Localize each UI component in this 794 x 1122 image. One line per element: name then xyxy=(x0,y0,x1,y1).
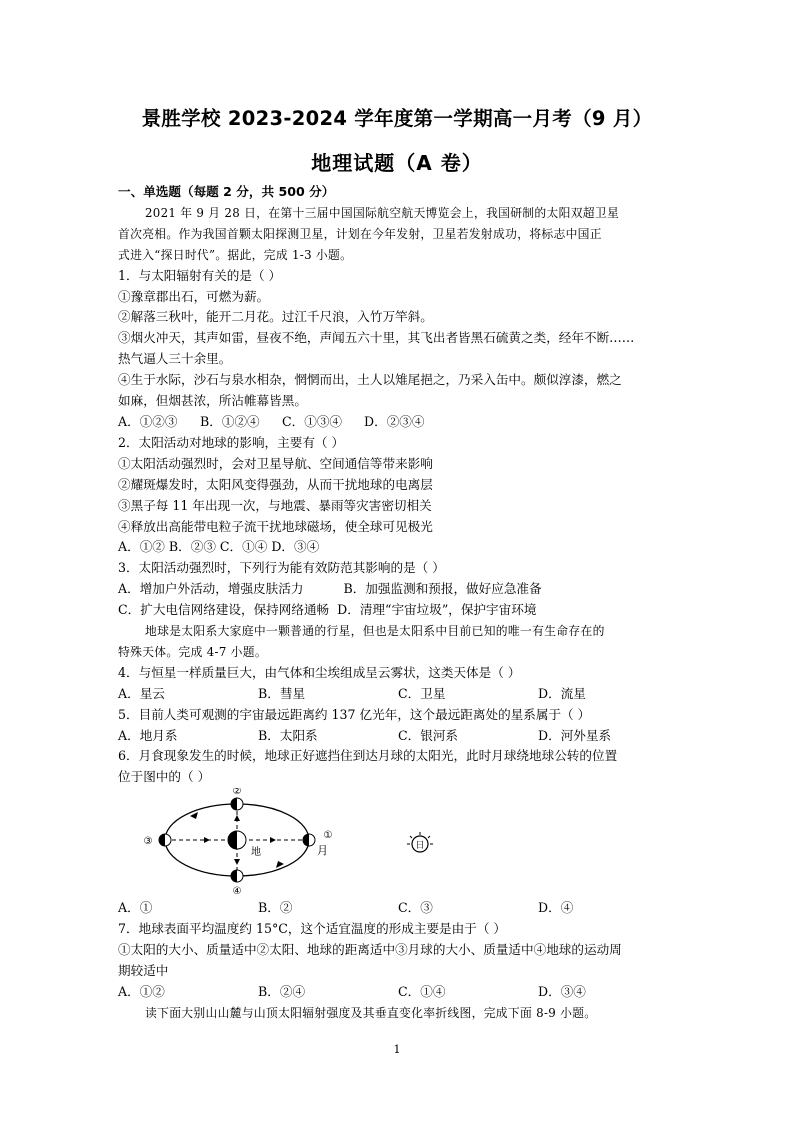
q6-option-b: B．② xyxy=(258,900,293,916)
earth-night-side xyxy=(228,831,237,849)
q7-option-b: B．②④ xyxy=(258,983,306,999)
q6-option-a: A．① xyxy=(118,900,153,916)
q4-option-a: A．星云 xyxy=(118,685,165,701)
page-number: 1 xyxy=(393,1043,401,1056)
q5-option-b: B．太阳系 xyxy=(258,727,318,743)
moon-position-3 xyxy=(159,834,171,846)
q7-option-a: A．①② xyxy=(118,983,165,999)
q1-stem: 1．与太阳辐射有关的是（ ） xyxy=(118,267,282,283)
q5-option-c: C．银河系 xyxy=(398,727,459,743)
q4-option-d: D．流星 xyxy=(538,685,586,701)
sun-label: 日 xyxy=(415,841,425,852)
moon-position-1 xyxy=(303,834,315,846)
pos4-label: ④ xyxy=(232,886,242,898)
q1-line: 热气逼人三十余里。 xyxy=(118,351,232,367)
exam-subtitle: 地理试题（A 卷） xyxy=(311,151,483,175)
q7-options xyxy=(118,982,678,1003)
intro-line: 地球是太阳系大家庭中一颗普通的行星，但也是太阳系中目前已知的唯一有生命存在的 xyxy=(145,624,605,639)
q1-line: ②解落三秋叶，能开二月花。过江千尺浪，入竹万竿斜。 xyxy=(118,309,433,325)
moon-position-2 xyxy=(231,798,243,810)
q1-option-a: A．①②③ xyxy=(118,413,178,429)
arrow-icon xyxy=(234,815,240,821)
q1-option-c: C．①③④ xyxy=(282,413,343,429)
q7-option-d: D．③④ xyxy=(538,983,586,999)
q1-line: ④生于水际，沙石与泉水相杂，惘惘而出，土人以雉尾挹之，乃采入缶中。颇似淳漆，燃之 xyxy=(118,372,622,388)
q6-option-d: D．④ xyxy=(538,900,574,916)
intro-line: 2021 年 9 月 28 日，在第十三届中国国际航空航天博览会上，我国研制的太阳双超卫星 xyxy=(145,205,620,220)
q4-option-c: C．卫星 xyxy=(398,685,446,701)
orbit-svg xyxy=(118,788,678,898)
q6-stem: 位于图中的（ ） xyxy=(118,769,211,785)
moon-orbit-diagram xyxy=(118,788,678,898)
q5-option-d: D．河外星系 xyxy=(538,727,612,743)
moon-position-4 xyxy=(231,870,243,882)
q4-stem: 4．与恒星一样质量巨大，由气体和尘埃组成呈云雾状，这类天体是（ ） xyxy=(118,664,521,680)
arrow-icon xyxy=(270,837,276,843)
q2-line: ②耀斑爆发时，太阳风变得强劲，从而干扰地球的电离层 xyxy=(118,476,433,492)
q2-line: ④释放出高能带电粒子流干扰地球磁场，使全球可见极光 xyxy=(118,518,433,534)
q6-options xyxy=(118,898,678,919)
q1-option-d: D．②③④ xyxy=(364,413,425,429)
moon-label: 月 xyxy=(317,844,328,858)
section-heading: 一、单选题（每题 2 分，共 500 分） xyxy=(118,184,335,199)
q2-line: ③黑子每 11 年出现一次，与地震、暴雨等灾害密切相关 xyxy=(118,497,432,513)
intro-line: 特殊天体。完成 4-7 小题。 xyxy=(118,644,267,659)
q3-stem: 3．太阳活动强烈时，下列行为能有效防范其影响的是（ ） xyxy=(118,560,445,576)
q1-options xyxy=(118,412,678,433)
q5-option-a: A．地月系 xyxy=(118,727,178,743)
exam-title: 景胜学校 2023-2024 学年度第一学期高一月考（9 月） xyxy=(141,107,653,130)
pos1-label: ① xyxy=(323,830,333,842)
pos2-label: ② xyxy=(232,788,242,798)
q1-line: 如麻，但烟甚浓，所沾帷幕皆黑。 xyxy=(118,393,307,409)
arrow-icon xyxy=(234,859,240,865)
q6-option-c: C．③ xyxy=(398,900,433,916)
q2-options: A．①② B．②③ C．①④ D．③④ xyxy=(118,539,320,555)
q5-stem: 5．目前人类可观测的宇宙最远距离约 137 亿光年，这个最远距离处的星系属于（ ） xyxy=(118,706,591,722)
q3-options-line: A．增加户外活动，增强皮肤活力 B．加强监测和预报，做好应急准备 xyxy=(118,581,542,597)
q1-option-b: B．①②④ xyxy=(200,413,260,429)
q5-options xyxy=(118,726,678,747)
intro-line: 式进入“探日时代”。据此，完成 1-3 小题。 xyxy=(118,247,353,262)
earth-label: 地 xyxy=(251,847,261,859)
q7-line: 期较适中 xyxy=(118,963,169,978)
q2-stem: 2．太阳活动对地球的影响，主要有（ ） xyxy=(118,434,345,450)
orbit-direction-arrow xyxy=(276,861,284,868)
intro-line: 首次亮相。作为我国首颗太阳探测卫星，计划在今年发射，卫星若发射成功，将标志中国正 xyxy=(118,226,602,241)
q1-line: ①豫章郡出石，可燃为薪。 xyxy=(118,288,270,304)
orbit-direction-arrow xyxy=(190,812,198,819)
q7-option-c: C．①④ xyxy=(398,983,446,999)
q7-line: ①太阳的大小、质量适中②太阳、地球的距离适中③月球的大小、质量适中④地球的运动周 xyxy=(118,942,622,958)
q4-option-b: B．彗星 xyxy=(258,685,306,701)
arrow-icon xyxy=(204,837,210,843)
q2-line: ①太阳活动强烈时，会对卫星导航、空间通信等带来影响 xyxy=(118,455,433,471)
q7-stem: 7．地球表面平均温度约 15°C，这个适宜温度的形成主要是由于（ ） xyxy=(118,921,507,937)
q6-stem: 6．月食现象发生的时候，地球正好遮挡住到达月球的太阳光，此时月球绕地球公转的位置 xyxy=(118,748,618,764)
q3-options-line: C．扩大电信网络建设，保持网络通畅 D．清理“宇宙垃圾”，保护宇宙环境 xyxy=(118,602,537,618)
intro-line: 读下面大别山山麓与山顶太阳辐射强度及其垂直变化率折线图，完成下面 8-9 小题。 xyxy=(145,1005,597,1020)
exam-body xyxy=(118,182,678,1024)
pos3-label: ③ xyxy=(143,836,153,848)
q4-options xyxy=(118,684,678,705)
q1-line: ③烟火冲天，其声如雷，昼夜不绝，声闻五六十里，其飞出者皆黑石硫黄之类，经年不断…… xyxy=(118,330,635,346)
